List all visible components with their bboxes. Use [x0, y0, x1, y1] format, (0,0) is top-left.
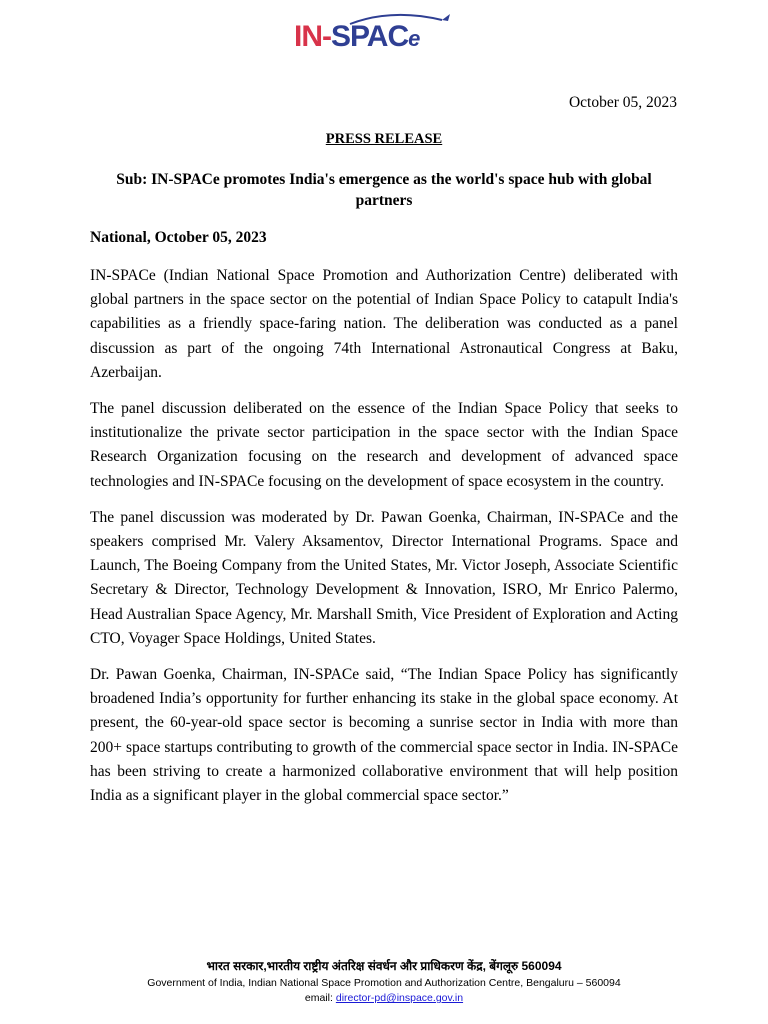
paragraph-3: The panel discussion was moderated by Dr. Pawan Goenka, Chairman, IN-SPACe and the speakers comprised Mr. Valery Aksamentov, Director International Programs. Space and Launch, The Boeing Company from the United States, Mr. Victor Joseph, Associate Scientific Secretary & Director, Technology Development & Innovation, ISRO, Mr Enrico Palermo, Head Australian Space Agency, Mr. Marshall Smith, Vice President of Exploration and Acting CTO, Voyager Space Holdings, United States.	[90, 508, 678, 647]
subject-line: Sub: IN-SPACe promotes India's emergence as the world's space hub with global partners	[116, 171, 652, 209]
logo-text-e: e	[408, 26, 420, 51]
press-release-body	[90, 264, 678, 820]
dateline: National, October 05, 2023	[90, 229, 267, 246]
svg-text:IN-SPACe	[294, 20, 420, 53]
paragraph-1: IN-SPACe (Indian National Space Promotion and Authorization Centre) deliberated with global partners in the space sector on the potential of Indian Space Policy to catapult India's capabilities as a friendly space-faring nation. The deliberation was conducted as a panel discussion as part of the ongoing 74th International Astronautical Congress at Baku, Azerbaijan.	[90, 267, 678, 381]
logo-text-spac: SPAC	[331, 20, 409, 53]
logo-text-dash: -	[322, 20, 331, 53]
paragraph-2: The panel discussion deliberated on the essence of the Indian Space Policy that seeks to institutionalize the private sector participation in the space sector with the Indian Space Research Organization focusing on the research and development of advanced space technologies and IN-SPACe focusing on the development of space ecosystem in the country.	[90, 400, 678, 490]
footer-email-line	[0, 991, 768, 1005]
footer-english-address: Government of India, Indian National Space Promotion and Authorization Centre, Bengaluru – 560094	[147, 977, 621, 989]
footer-email-label: email:	[304, 992, 336, 1004]
in-space-logo-icon	[292, 10, 462, 60]
logo-rocket-icon	[442, 14, 450, 21]
press-release-heading: PRESS RELEASE	[325, 131, 443, 147]
footer	[0, 956, 768, 1005]
footer-hindi-address: भारत सरकार,भारतीय राष्ट्रीय अंतरिक्ष संवर्धन और प्राधिकरण केंद्र, बेंगलूरु 560094	[206, 959, 562, 973]
paragraph-4: Dr. Pawan Goenka, Chairman, IN-SPACe said, “The Indian Space Policy has significantly broadened India’s opportunity for further enhancing its stake in the global space economy. At present, the 60-year-old space sector is becoming a sunrise sector in India with more than 200+ space startups contributing to growth of the commercial space sector in India. IN-SPACe has been striving to create a harmonized collaborative environment that will help position India as a significant player in the global commercial space sector.”	[90, 666, 678, 805]
logo-text-in: IN	[294, 20, 322, 53]
in-space-logo	[292, 10, 462, 60]
footer-email-link[interactable]: director-pd@inspace.gov.in	[335, 992, 464, 1004]
release-date: October 05, 2023	[568, 94, 677, 111]
